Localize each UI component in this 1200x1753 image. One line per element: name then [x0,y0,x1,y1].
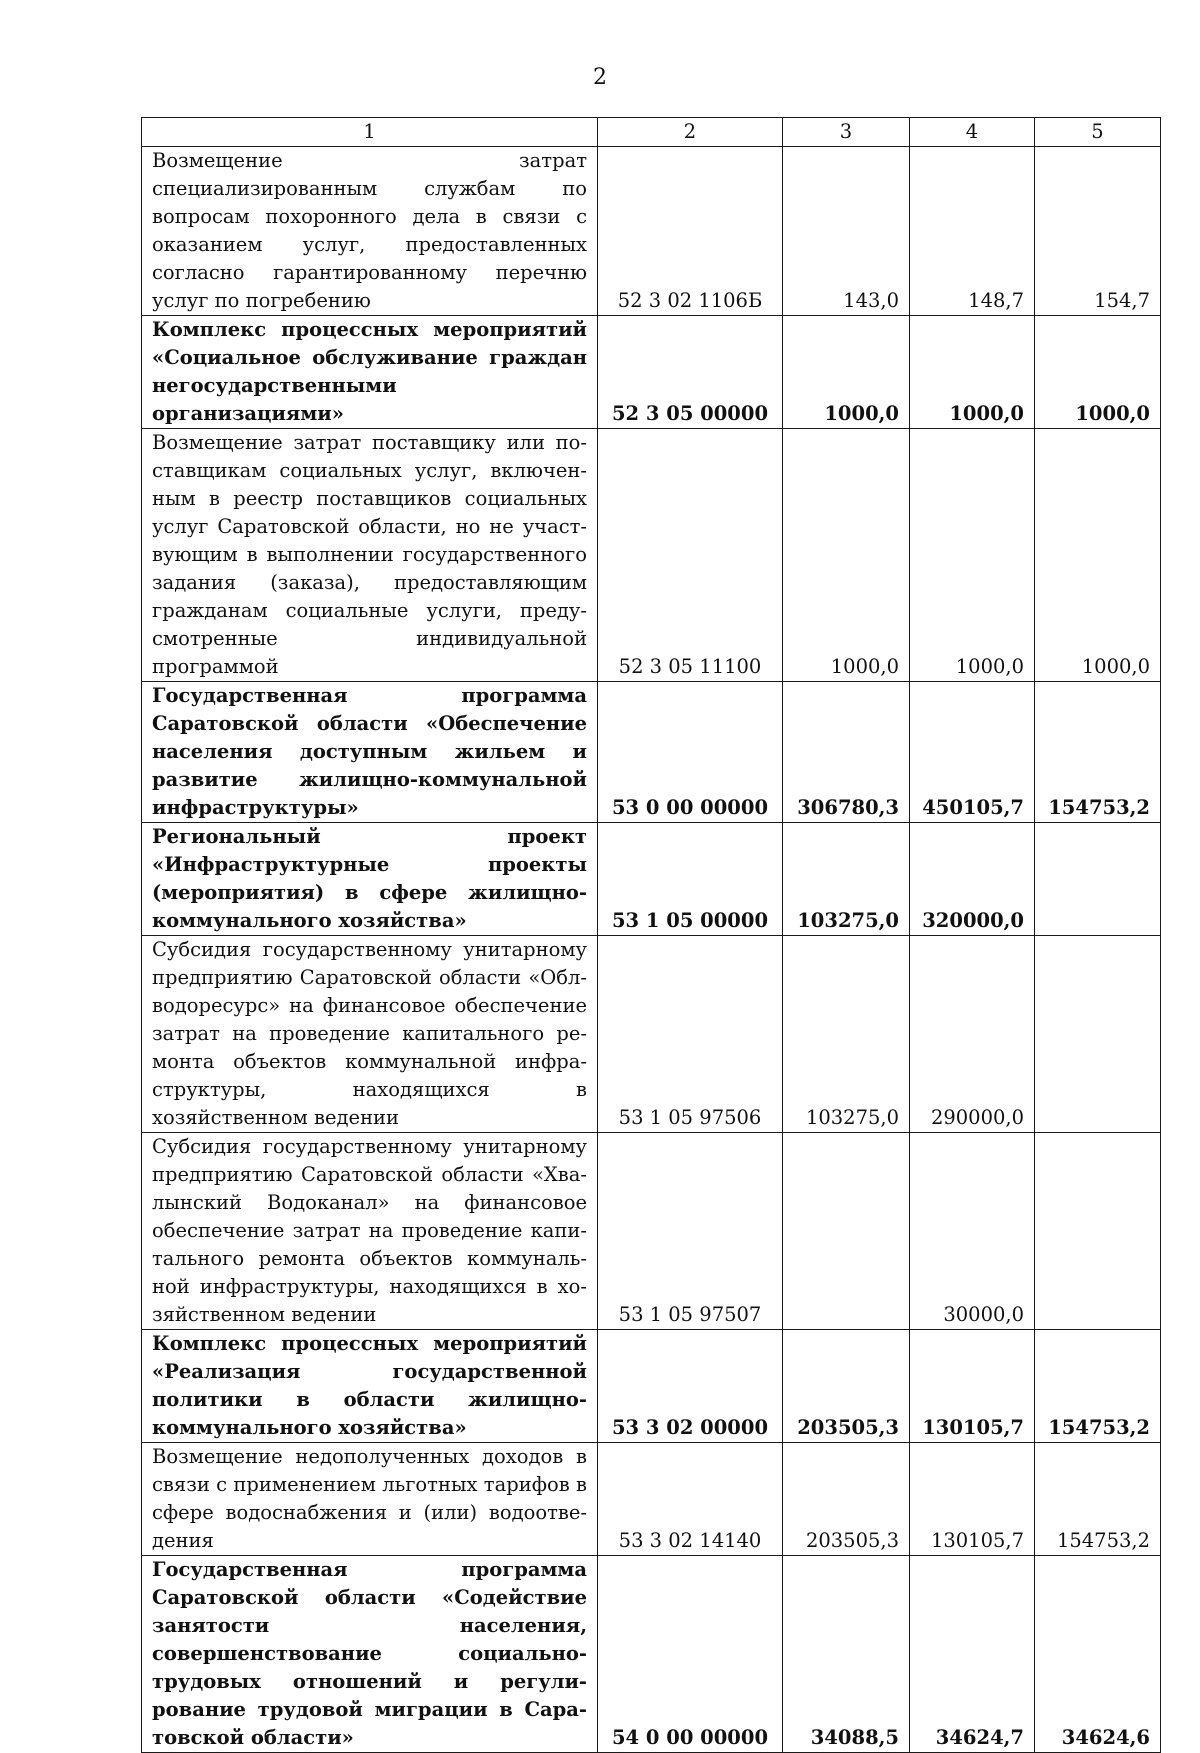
budget-table [141,117,1161,1753]
page-number: 2 [593,65,607,90]
row-code: 53 0 00 00000 [598,682,783,823]
row-value-1: 103275,0 [783,823,910,936]
row-code: 52 3 05 11100 [598,429,783,682]
row-value-2: 148,7 [910,147,1035,316]
table-row [142,823,1161,936]
row-value-2: 450105,7 [910,682,1035,823]
row-code: 54 0 00 00000 [598,1556,783,1753]
row-value-2: 1000,0 [910,316,1035,429]
row-value-3: 154753,2 [1035,1443,1161,1556]
row-name: Субсидия государственному унитарному предприятию Саратовской области «Облводоресурс» на финансовое обеспечение затрат на проведение капитального ремонта объектов коммунальной инфраструктуры, находящихся в хозяйственном ведении [142,936,598,1133]
row-value-3: 154753,2 [1035,682,1161,823]
row-value-2: 130105,7 [910,1443,1035,1556]
table-row [142,1443,1161,1556]
row-value-1: 1000,0 [783,429,910,682]
row-value-1: 103275,0 [783,936,910,1133]
row-value-1: 1000,0 [783,316,910,429]
table-row [142,1556,1161,1753]
row-value-3 [1035,1133,1161,1330]
row-code: 53 1 05 97506 [598,936,783,1133]
row-value-3: 1000,0 [1035,316,1161,429]
row-name: Возмещение затрат поставщику или поставщикам социальных услуг, включенным в реестр поставщиков социальных услуг Саратовской области, но не участвующим в выполнении государственного задания (заказа), предоставляющим гражданам социальные услуги, предусмотренные индивидуальной программой [142,429,598,682]
table-row [142,682,1161,823]
row-value-1: 34088,5 [783,1556,910,1753]
row-name: Возмещение затрат специализированным службам по вопросам похоронного дела в связи с оказанием услуг, предоставленных согласно гарантированному перечню услуг по погребению [142,147,598,316]
row-value-2: 290000,0 [910,936,1035,1133]
row-name: Комплекс процессных мероприятий «Социальное обслуживание граждан негосударственными организациями» [142,316,598,429]
row-value-1: 143,0 [783,147,910,316]
table-header-row [142,118,1161,147]
row-name: Комплекс процессных мероприятий «Реализация государственной политики в области жилищно-коммунального хозяйства» [142,1330,598,1443]
row-value-1: 306780,3 [783,682,910,823]
row-value-2: 320000,0 [910,823,1035,936]
row-value-2: 1000,0 [910,429,1035,682]
row-code: 52 3 05 00000 [598,316,783,429]
row-name: Субсидия государственному унитарному предприятию Саратовской области «Хвалынский Водоканал» на финансовое обеспечение затрат на проведение капитального ремонта объектов коммунальной инфраструктуры, находящихся в хозяйственном ведении [142,1133,598,1330]
row-value-1: 203505,3 [783,1330,910,1443]
column-header-code: 2 [598,118,783,147]
row-value-3: 154,7 [1035,147,1161,316]
table-row [142,147,1161,316]
row-code: 53 3 02 00000 [598,1330,783,1443]
row-name: Возмещение недополученных доходов в связи с применением льготных тарифов в сфере водоснабжения и (или) водоотведения [142,1443,598,1556]
row-value-3 [1035,936,1161,1133]
row-value-3: 154753,2 [1035,1330,1161,1443]
row-value-2: 34624,7 [910,1556,1035,1753]
row-code: 53 1 05 97507 [598,1133,783,1330]
table-row [142,316,1161,429]
table-row [142,429,1161,682]
row-value-3: 1000,0 [1035,429,1161,682]
row-value-3: 34624,6 [1035,1556,1161,1753]
row-value-2: 30000,0 [910,1133,1035,1330]
table-row [142,1133,1161,1330]
column-header-year-3: 5 [1035,118,1161,147]
row-value-1 [783,1133,910,1330]
row-value-2: 130105,7 [910,1330,1035,1443]
row-name: Региональный проект «Инфраструктурные проекты (мероприятия) в сфере жилищно-коммунального хозяйства» [142,823,598,936]
row-name: Государственная программа Саратовской области «Содействие занятости населения, совершенствование социально-трудовых отношений и регулирование трудовой миграции в Саратовской области» [142,1556,598,1753]
row-code: 53 1 05 00000 [598,823,783,936]
table-row [142,936,1161,1133]
column-header-name: 1 [142,118,598,147]
column-header-year-2: 4 [910,118,1035,147]
row-value-3 [1035,823,1161,936]
row-code: 52 3 02 1106Б [598,147,783,316]
row-name: Государственная программа Саратовской области «Обеспечение населения доступным жильем и развитие жилищно-коммунальной инфраструктуры» [142,682,598,823]
row-code: 53 3 02 14140 [598,1443,783,1556]
table-row [142,1330,1161,1443]
row-value-1: 203505,3 [783,1443,910,1556]
column-header-year-1: 3 [783,118,910,147]
